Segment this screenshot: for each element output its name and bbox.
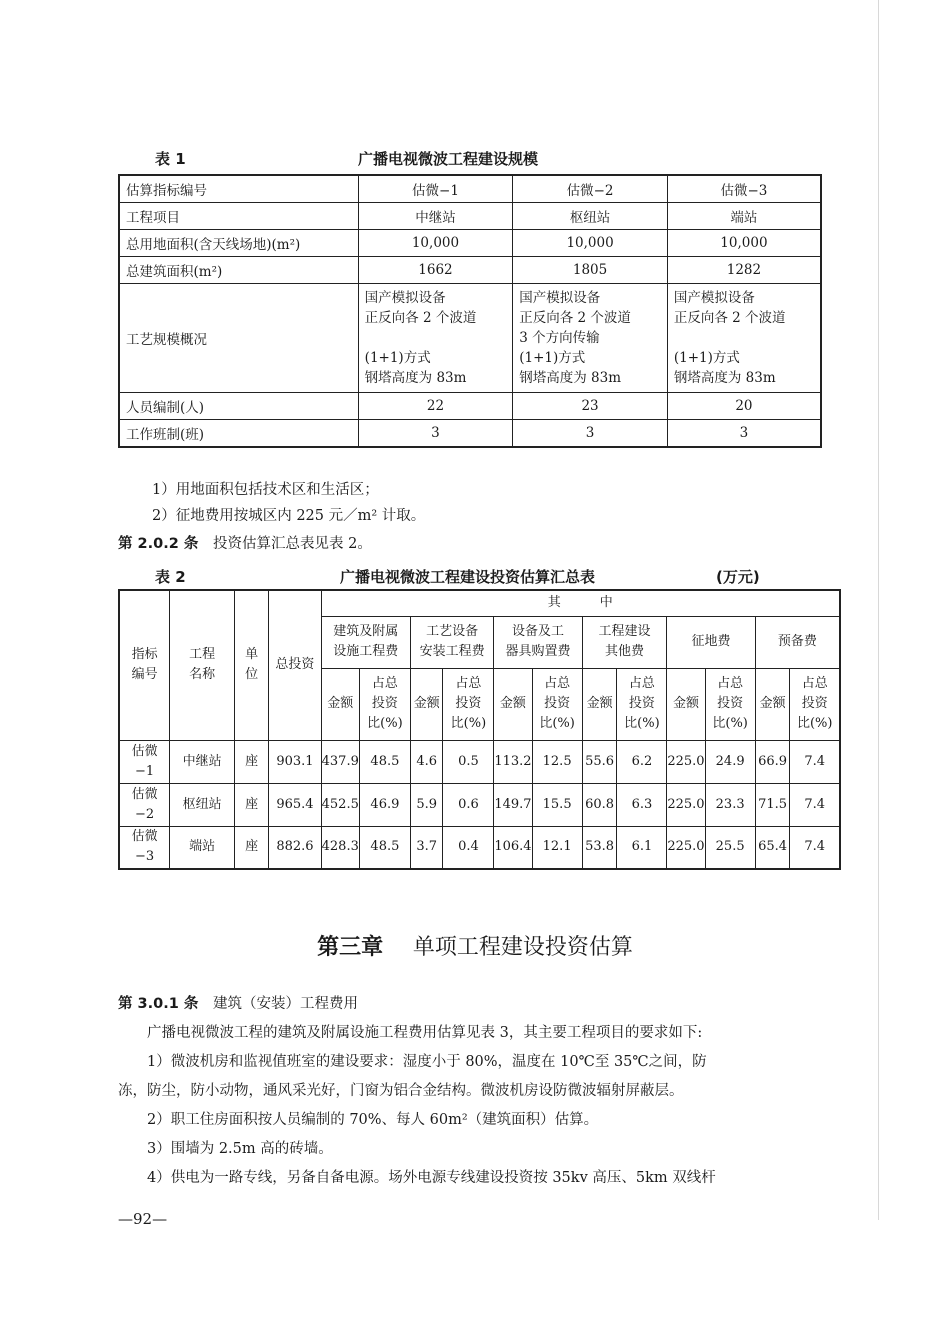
table2-group-cell <box>410 616 493 668</box>
note-line: 1）用地面积包括技术区和生活区； <box>152 482 379 498</box>
table2-cell: 0.6 <box>443 783 494 826</box>
code-line: 估微 <box>131 829 158 845</box>
table1-cell: 枢纽站 <box>513 203 668 230</box>
head-line: 指标 <box>131 647 158 663</box>
article-2-0-2 <box>118 531 372 557</box>
table2-cell: 48.5 <box>359 740 410 783</box>
process-line: 3 个方向传输 <box>519 330 600 346</box>
table2-sub-cell: 金额 <box>667 668 705 740</box>
head-line: 比(%) <box>796 716 833 731</box>
head-line: 投资 <box>371 696 398 711</box>
head-line: 工程建设 <box>598 624 651 639</box>
head-line: 设施工程费 <box>333 644 399 659</box>
table2-row <box>119 740 840 783</box>
code-line: −3 <box>135 849 155 865</box>
process-line: 正反向各 2 个波道 <box>364 310 477 326</box>
page-edge-line <box>878 0 879 1220</box>
article-3-0-1 <box>118 990 828 1193</box>
table2-cell: 65.4 <box>755 826 790 869</box>
table2-cell: 7.4 <box>790 740 840 783</box>
head-line: 比(%) <box>367 716 403 731</box>
head-line: 比(%) <box>450 716 487 731</box>
process-line <box>365 328 507 348</box>
table2-cell: 座 <box>235 740 269 783</box>
table1-cell: 1805 <box>513 257 668 284</box>
table2-cell: 12.1 <box>532 826 582 869</box>
table1-row <box>119 393 821 420</box>
table1-cell: 3 <box>513 420 668 448</box>
process-line: 钢塔高度为 83m <box>519 370 622 386</box>
head-line: 投资 <box>628 696 655 711</box>
table2-head-cell <box>235 590 269 740</box>
head-line: 投资 <box>544 696 571 711</box>
table2-cell <box>119 740 170 783</box>
head-line: 占总 <box>717 676 744 691</box>
head-line: 编号 <box>131 667 158 683</box>
table2-cell: 71.5 <box>755 783 790 826</box>
table2-cell: 452.5 <box>321 783 359 826</box>
table2-cell: 12.5 <box>532 740 582 783</box>
table2-cell <box>119 826 170 869</box>
table2-cell: 53.8 <box>582 826 617 869</box>
table2-row <box>119 826 840 869</box>
table2-head-cell: 总投资 <box>269 590 321 740</box>
table1-cell: 10,000 <box>358 230 513 257</box>
table1-cell: 10,000 <box>513 230 668 257</box>
table1-cell: 端站 <box>667 203 821 230</box>
head-line: 比(%) <box>712 716 748 731</box>
process-line: 钢塔高度为 83m <box>364 370 467 386</box>
head-line: 安装工程费 <box>419 644 485 659</box>
table2-group-cell <box>321 616 410 668</box>
process-line: (1+1)方式 <box>364 350 431 366</box>
table2-cell: 4.6 <box>410 740 443 783</box>
table2-sub-cell: 金额 <box>410 668 443 740</box>
head-line: 名称 <box>189 667 216 683</box>
table2-cell: 15.5 <box>532 783 582 826</box>
table2-cell: 3.7 <box>410 826 443 869</box>
table1-process-cell <box>667 284 821 393</box>
head-line: 工艺设备 <box>426 624 479 639</box>
table1-label: 表 1 <box>155 150 186 168</box>
process-line: (1+1)方式 <box>519 350 586 366</box>
article-title: 建筑（安装）工程费用 <box>213 996 358 1012</box>
table2-body <box>119 740 840 869</box>
table2-cell: 113.2 <box>494 740 532 783</box>
head-line: 位 <box>245 667 259 683</box>
paragraph: 2）职工住房面积按人员编制的 70%、每人 60m²（建筑面积）估算。 <box>147 1112 599 1128</box>
process-line <box>674 328 814 348</box>
code-line: −1 <box>135 763 155 779</box>
process-line: (1+1)方式 <box>673 350 740 366</box>
table2-cell: 23.3 <box>705 783 755 826</box>
table2-cell: 149.7 <box>494 783 532 826</box>
code-line: −2 <box>135 806 155 822</box>
table2-cell: 枢纽站 <box>170 783 235 826</box>
table1-cell: 工艺规模概况 <box>119 284 358 393</box>
table2-cell: 6.2 <box>617 740 667 783</box>
table1-cell: 人员编制(人) <box>119 393 358 420</box>
head-line: 单 <box>245 647 259 663</box>
chapter-heading <box>0 930 950 961</box>
table2-cell: 48.5 <box>359 826 410 869</box>
table2-cell: 6.1 <box>617 826 667 869</box>
process-line: 国产模拟设备 <box>364 290 446 306</box>
head-line: 投资 <box>455 696 482 711</box>
table2-sub-cell <box>617 668 667 740</box>
table2-cell: 5.9 <box>410 783 443 826</box>
table1-row <box>119 230 821 257</box>
table2-cell: 25.5 <box>705 826 755 869</box>
head-line: 工程 <box>189 647 216 663</box>
table2-sub-cell: 金额 <box>321 668 359 740</box>
table1-row <box>119 203 821 230</box>
table1-cell: 估微−2 <box>513 175 668 203</box>
article-text: 投资估算汇总表见表 2。 <box>213 536 372 552</box>
table1-cell: 总用地面积(含天线场地)(m²) <box>119 230 358 257</box>
head-line: 占总 <box>455 676 482 691</box>
head-line: 投资 <box>717 696 744 711</box>
table1-cell: 估微−1 <box>358 175 513 203</box>
paragraph: 冻，防尘，防小动物，通风采光好，门窗为铝合金结构。微波机房设防微波辐射屏蔽层。 <box>118 1083 684 1099</box>
paragraph: 4）供电为一路专线，另备自备电源。场外电源专线建设投资按 35kv 高压、5km 双线杆 <box>147 1170 716 1186</box>
paragraph: 广播电视微波工程的建筑及附属设施工程费用估算见表 3，其主要工程项目的要求如下: <box>147 1025 703 1041</box>
table1-row <box>119 420 821 448</box>
table2-title: 广播电视微波工程建设投资估算汇总表 <box>340 568 596 586</box>
table2-group-cell <box>582 616 667 668</box>
table2 <box>118 589 841 870</box>
table2-sub-cell: 金额 <box>755 668 790 740</box>
table2-cell: 225.0 <box>667 783 705 826</box>
table2-cell: 0.5 <box>443 740 494 783</box>
article-number: 第 3.0.1 条 <box>118 996 199 1012</box>
head-line: 占总 <box>628 676 655 691</box>
chapter-number: 第三章 <box>317 935 384 960</box>
process-line: 正反向各 2 个波道 <box>673 310 786 326</box>
article-heading <box>118 990 828 1019</box>
table1-cell: 中继站 <box>358 203 513 230</box>
table2-cell: 437.9 <box>321 740 359 783</box>
table2-cell: 106.4 <box>494 826 532 869</box>
head-line: 投资 <box>801 696 828 711</box>
table2-cell: 60.8 <box>582 783 617 826</box>
code-line: 估微 <box>131 786 158 802</box>
table2-sub-cell <box>705 668 755 740</box>
table1-cell: 10,000 <box>667 230 821 257</box>
table2-sub-cell <box>790 668 840 740</box>
table2-cell: 965.4 <box>269 783 321 826</box>
code-line: 估微 <box>131 743 158 759</box>
table1-cell: 3 <box>358 420 513 448</box>
head-line: 占总 <box>371 676 398 691</box>
table2-sub-cell: 金额 <box>494 668 532 740</box>
process-line: 钢塔高度为 83m <box>673 370 776 386</box>
table2-cell: 端站 <box>170 826 235 869</box>
paragraph: 1）微波机房和监视值班室的建设要求：湿度小于 80%，温度在 10℃至 35℃之间，防 <box>147 1054 707 1070</box>
note-line: 2）征地费用按城区内 225 元／m² 计取。 <box>152 508 426 524</box>
table1-title: 广播电视微波工程建设规模 <box>358 150 539 168</box>
head-line: 器具购置费 <box>505 644 571 659</box>
table1-cell: 23 <box>513 393 668 420</box>
table2-cell: 7.4 <box>790 783 840 826</box>
table2-cell: 24.9 <box>705 740 755 783</box>
table2-sub-cell <box>532 668 582 740</box>
table1-cell: 估微−3 <box>667 175 821 203</box>
head-line: 占总 <box>801 676 828 691</box>
table1-cell: 1282 <box>667 257 821 284</box>
process-line: 正反向各 2 个波道 <box>519 310 631 326</box>
table1 <box>118 174 822 448</box>
page-number: —92— <box>118 1210 168 1228</box>
table2-group-cell <box>494 616 582 668</box>
paragraph: 3）围墙为 2.5m 高的砖墙。 <box>147 1141 333 1157</box>
chapter-title: 单项工程建设投资估算 <box>412 935 633 960</box>
table2-cell: 座 <box>235 783 269 826</box>
table2-header-row <box>119 590 840 616</box>
table1-row <box>119 257 821 284</box>
table1-cell: 1662 <box>358 257 513 284</box>
table2-group-cell: 征地费 <box>667 616 755 668</box>
table2-cell: 225.0 <box>667 740 705 783</box>
table2-sub-cell <box>443 668 494 740</box>
head-line: 比(%) <box>539 716 575 731</box>
table2-cell: 882.6 <box>269 826 321 869</box>
table2-cell: 座 <box>235 826 269 869</box>
table2-unit: (万元) <box>716 568 760 586</box>
table1-process-row <box>119 284 821 393</box>
article-number: 第 2.0.2 条 <box>118 536 199 552</box>
table2-cell: 55.6 <box>582 740 617 783</box>
process-line: 国产模拟设备 <box>519 290 601 306</box>
table2-group-cell: 预备费 <box>755 616 840 668</box>
table1-cell: 估算指标编号 <box>119 175 358 203</box>
table1-cell: 3 <box>667 420 821 448</box>
table2-head-cell: 其 中 <box>321 590 840 616</box>
table2-cell: 903.1 <box>269 740 321 783</box>
table1-cell: 22 <box>358 393 513 420</box>
table2-sub-cell: 金额 <box>582 668 617 740</box>
table1-process-cell <box>513 284 668 393</box>
table2-cell: 66.9 <box>755 740 790 783</box>
head-line: 设备及工 <box>512 624 565 639</box>
process-line: 国产模拟设备 <box>673 290 755 306</box>
table1-cell: 总建筑面积(m²) <box>119 257 358 284</box>
table1-cell: 工程项目 <box>119 203 358 230</box>
table1-process-cell <box>358 284 513 393</box>
head-line: 建筑及附属 <box>333 624 399 639</box>
table2-cell <box>119 783 170 826</box>
table1-notes <box>152 477 425 529</box>
table2-cell: 0.4 <box>443 826 494 869</box>
table2-row <box>119 783 840 826</box>
table1-cell: 工作班制(班) <box>119 420 358 448</box>
table2-head-cell <box>170 590 235 740</box>
table2-head-cell <box>119 590 170 740</box>
table2-label: 表 2 <box>155 568 186 586</box>
head-line: 占总 <box>544 676 571 691</box>
table2-cell: 428.3 <box>321 826 359 869</box>
table1-cell: 20 <box>667 393 821 420</box>
table2-cell: 6.3 <box>617 783 667 826</box>
head-line: 其他费 <box>605 644 645 659</box>
table2-cell: 46.9 <box>359 783 410 826</box>
table2-sub-cell <box>359 668 410 740</box>
table2-cell: 225.0 <box>667 826 705 869</box>
table2-cell: 7.4 <box>790 826 840 869</box>
table2-cell: 中继站 <box>170 740 235 783</box>
head-line: 比(%) <box>624 716 660 731</box>
table1-header-row <box>119 175 821 203</box>
